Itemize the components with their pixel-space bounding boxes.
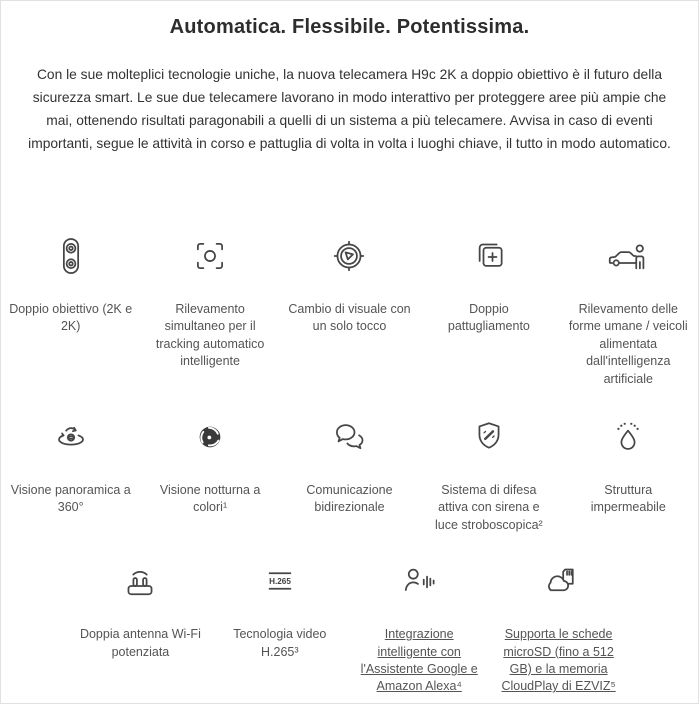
feature-label: Struttura impermeabile xyxy=(590,483,666,515)
human-vehicle-icon xyxy=(606,233,650,279)
feature-smart-tracking xyxy=(140,233,279,371)
feature-label: Comunicazione bidirezionale xyxy=(306,483,393,515)
page-title: Automatica. Flessibile. Potentissima. xyxy=(169,16,530,38)
feature-h265 xyxy=(210,558,349,661)
panoramic-360-icon xyxy=(49,414,93,460)
feature-dual-patrol xyxy=(419,233,558,336)
feature-ai-detection xyxy=(559,233,698,388)
two-way-talk-icon xyxy=(327,414,371,460)
feature-two-way-talk xyxy=(280,414,419,517)
feature-label: Visione notturna a colori¹ xyxy=(159,483,261,515)
wifi-antenna-icon xyxy=(118,558,162,604)
feature-active-defense xyxy=(419,414,558,534)
feature-link-google-alexa[interactable]: Integrazione intelligente con l'Assistente Google e Amazon Alexa⁴ xyxy=(360,627,478,694)
feature-one-tap-view xyxy=(280,233,419,336)
feature-label: Rilevamento simultaneo per il tracking automatico intelligente xyxy=(155,302,265,369)
feature-label: Cambio di visuale con un solo tocco xyxy=(288,302,411,334)
feature-waterproof xyxy=(559,414,698,517)
intro-paragraph: Con le sue molteplici tecnologie uniche, la nuova telecamera H9c 2K a doppio obiettivo è il futuro della sicurezza smart. Le sue due telecamere lavorano in modo interattivo per proteggere aree più ampie che mai, ottenendo risultati paragonabili a quelli di un sistema a più telecamere. Avvisa in caso di eventi importanti, segue le attività in corso e pattuglia di volta in volta i luoghi chiave, il tutto in modo automatico. xyxy=(28,67,671,151)
microsd-cloud-icon xyxy=(537,558,581,604)
feature-microsd-cloud xyxy=(489,558,628,696)
focus-tracking-icon xyxy=(188,233,232,279)
feature-dual-lens xyxy=(1,233,140,336)
feature-label: Visione panoramica a 360° xyxy=(10,483,131,515)
waterproof-icon xyxy=(606,414,650,460)
feature-label: Doppia antenna Wi-Fi potenziata xyxy=(79,627,201,659)
features-row-2 xyxy=(1,414,698,534)
features-row-3 xyxy=(1,558,698,696)
h265-icon xyxy=(258,558,302,604)
feature-label: Sistema di difesa attiva con sirena e luce stroboscopica² xyxy=(435,483,543,532)
feature-wifi-antenna xyxy=(71,558,210,661)
dual-patrol-icon xyxy=(467,233,511,279)
feature-panoramic-360 xyxy=(1,414,140,517)
feature-label: Rilevamento delle forme umane / veicoli alimentata dall'intelligenza artificiale xyxy=(568,302,688,386)
feature-label: Doppio obiettivo (2K e 2K) xyxy=(9,302,133,334)
feature-label: Tecnologia video H.265³ xyxy=(233,627,327,659)
feature-night-vision xyxy=(140,414,279,517)
dual-lens-icon xyxy=(49,233,93,279)
voice-assistant-icon xyxy=(397,558,441,604)
active-defense-icon xyxy=(467,414,511,460)
feature-voice-assistant xyxy=(350,558,489,696)
h265-icon-text: H.265 xyxy=(268,577,291,587)
feature-link-microsd-cloudplay[interactable]: Supporta le schede microSD (fino a 512 GB) e la memoria CloudPlay di EZVIZ⁵ xyxy=(501,627,616,694)
feature-label: Doppio pattugliamento xyxy=(447,302,530,334)
features-row-1 xyxy=(1,233,698,388)
night-vision-icon xyxy=(188,414,232,460)
one-tap-view-icon xyxy=(327,233,371,279)
